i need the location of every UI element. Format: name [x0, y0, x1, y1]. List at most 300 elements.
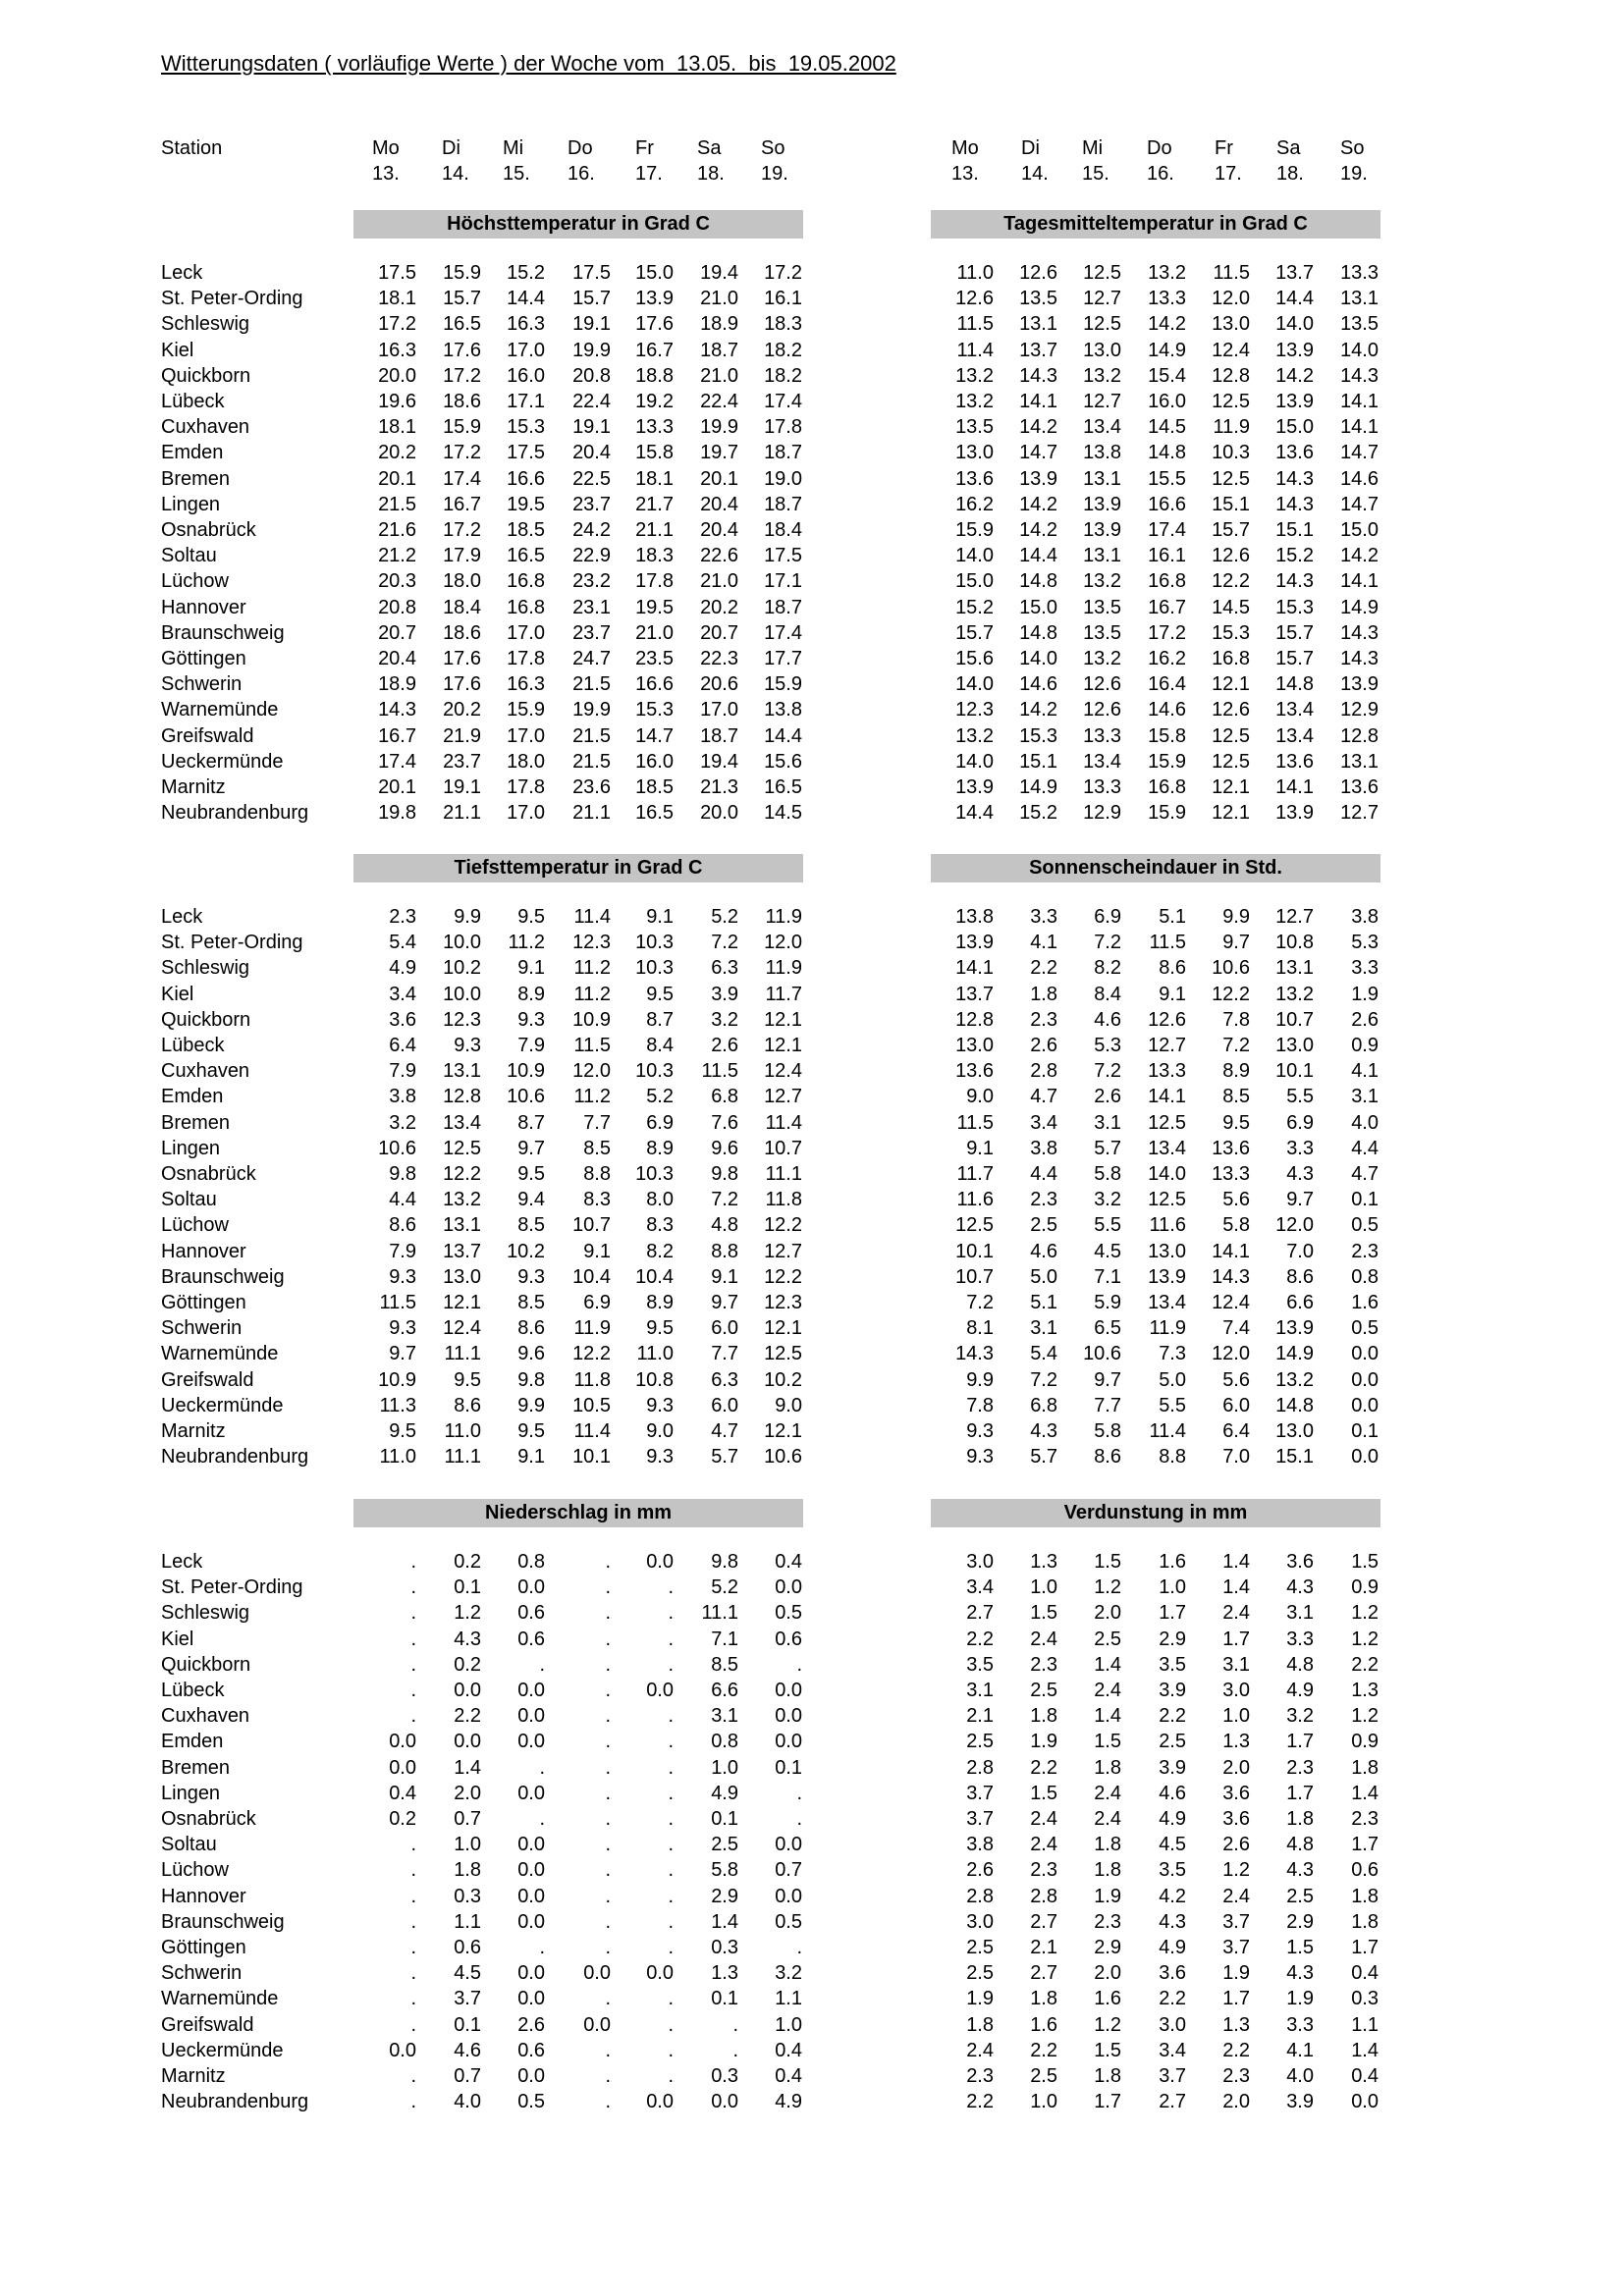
value-cell: 3.7	[1222, 1911, 1250, 1933]
value-cell: 13.9	[1083, 519, 1121, 541]
station-name: Emden	[161, 1086, 224, 1107]
value-cell: 17.5	[764, 545, 802, 566]
value-cell: 0.0	[517, 1988, 545, 2009]
value-cell: 14.2	[1019, 494, 1057, 515]
value-cell: 22.5	[572, 468, 611, 490]
value-cell: 1.8	[1094, 1757, 1121, 1779]
value-cell: 0.5	[1351, 1214, 1379, 1236]
value-cell: 0.2	[389, 1808, 416, 1830]
value-cell: 20.6	[700, 673, 738, 695]
value-cell: 3.1	[1351, 1086, 1379, 1107]
value-cell: 12.6	[1083, 699, 1121, 721]
value-cell: 11.5	[956, 1112, 994, 1134]
value-cell: 18.1	[378, 416, 416, 438]
value-cell: 2.2	[1222, 2040, 1250, 2061]
station-name: Osnabrück	[161, 1808, 256, 1830]
station-name: St. Peter-Ording	[161, 932, 303, 953]
station-name: Warnemünde	[161, 1988, 279, 2009]
value-cell: .	[539, 1808, 545, 1830]
date-header: 16.	[1147, 163, 1174, 185]
value-cell: 9.8	[389, 1163, 416, 1185]
value-cell: 15.2	[1019, 802, 1057, 824]
value-cell: 13.6	[1275, 751, 1314, 773]
value-cell: 14.0	[1019, 648, 1057, 669]
value-cell: 14.5	[1212, 597, 1250, 618]
value-cell: 0.6	[517, 2040, 545, 2061]
value-cell: 15.3	[507, 416, 545, 438]
value-cell: 1.7	[1351, 1834, 1379, 1855]
value-cell: 18.1	[635, 468, 674, 490]
value-cell: 7.2	[1094, 932, 1121, 953]
value-cell: 9.5	[646, 1317, 674, 1339]
station-name: Göttingen	[161, 1292, 246, 1313]
value-cell: 0.0	[711, 2091, 738, 2112]
value-cell: 19.6	[378, 391, 416, 412]
value-cell: 14.1	[1340, 391, 1379, 412]
value-cell: 16.5	[635, 802, 674, 824]
value-cell: 8.6	[389, 1214, 416, 1236]
station-name: Soltau	[161, 545, 217, 566]
value-cell: 1.7	[1286, 1731, 1314, 1752]
value-cell: 11.5	[379, 1292, 416, 1313]
value-cell: .	[796, 1808, 802, 1830]
station-name: Hannover	[161, 1886, 246, 1907]
value-cell: 10.5	[572, 1395, 611, 1416]
station-name: Schwerin	[161, 1962, 243, 1984]
value-cell: 14.3	[955, 1343, 994, 1364]
value-cell: 18.2	[764, 340, 802, 361]
value-cell: 16.1	[764, 288, 802, 309]
value-cell: 5.4	[389, 932, 416, 953]
value-cell: 2.6	[966, 1859, 994, 1881]
value-cell: .	[605, 2040, 611, 2061]
value-cell: 13.2	[1148, 262, 1186, 284]
value-cell: 20.0	[700, 802, 738, 824]
value-cell: 1.8	[1351, 1757, 1379, 1779]
station-name: Ueckermünde	[161, 751, 284, 773]
value-cell: 2.3	[389, 906, 416, 928]
value-cell: .	[410, 1576, 416, 1598]
value-cell: 11.1	[444, 1446, 481, 1468]
value-cell: 21.1	[572, 802, 611, 824]
value-cell: 20.2	[443, 699, 481, 721]
value-cell: 9.7	[711, 1292, 738, 1313]
value-cell: 14.8	[1275, 673, 1314, 695]
value-cell: .	[605, 1731, 611, 1752]
value-cell: 20.1	[378, 776, 416, 798]
value-cell: 10.6	[1212, 957, 1250, 979]
value-cell: 0.1	[1351, 1189, 1379, 1210]
value-cell: 9.9	[1222, 906, 1250, 928]
value-cell: 4.9	[389, 957, 416, 979]
day-header: Fr	[1215, 137, 1233, 159]
value-cell: 14.9	[1275, 1343, 1314, 1364]
value-cell: 9.5	[646, 984, 674, 1005]
value-cell: 16.8	[507, 570, 545, 592]
value-cell: 3.3	[1351, 957, 1379, 979]
value-cell: 13.7	[955, 984, 994, 1005]
value-cell: 0.0	[389, 1757, 416, 1779]
value-cell: 1.1	[454, 1911, 481, 1933]
station-name: Osnabrück	[161, 519, 256, 541]
value-cell: 14.2	[1148, 313, 1186, 335]
value-cell: 17.4	[443, 468, 481, 490]
value-cell: 4.9	[775, 2091, 802, 2112]
value-cell: 1.8	[1351, 1886, 1379, 1907]
station-name: St. Peter-Ording	[161, 288, 303, 309]
value-cell: 9.6	[711, 1138, 738, 1159]
value-cell: 16.5	[507, 545, 545, 566]
value-cell: 0.0	[517, 1911, 545, 1933]
value-cell: 12.5	[1083, 262, 1121, 284]
value-cell: 1.9	[1094, 1886, 1121, 1907]
value-cell: 15.9	[443, 416, 481, 438]
value-cell: 8.4	[646, 1035, 674, 1056]
value-cell: 0.0	[775, 1680, 802, 1701]
value-cell: 15.0	[1019, 597, 1057, 618]
value-cell: 1.1	[1351, 2014, 1379, 2036]
value-cell: 12.0	[572, 1060, 611, 1082]
value-cell: 11.5	[701, 1060, 738, 1082]
value-cell: 5.2	[711, 906, 738, 928]
value-cell: 13.6	[1275, 442, 1314, 463]
value-cell: .	[605, 1911, 611, 1933]
value-cell: 11.4	[573, 1420, 611, 1442]
value-cell: 0.3	[1351, 1988, 1379, 2009]
value-cell: .	[410, 1834, 416, 1855]
value-cell: 0.6	[454, 1937, 481, 1958]
value-cell: 5.0	[1030, 1266, 1057, 1288]
value-cell: 8.3	[583, 1189, 611, 1210]
value-cell: 11.7	[765, 984, 802, 1005]
value-cell: 3.7	[1159, 2065, 1186, 2087]
value-cell: 1.4	[1222, 1576, 1250, 1598]
value-cell: 23.7	[572, 622, 611, 644]
value-cell: 5.7	[1094, 1138, 1121, 1159]
value-cell: 13.9	[1275, 802, 1314, 824]
value-cell: 12.0	[1212, 288, 1250, 309]
value-cell: 1.2	[1351, 1602, 1379, 1624]
value-cell: 9.5	[389, 1420, 416, 1442]
value-cell: 14.2	[1275, 365, 1314, 387]
value-cell: 13.3	[1083, 776, 1121, 798]
value-cell: 3.1	[1030, 1317, 1057, 1339]
station-name: Lingen	[161, 1138, 221, 1159]
value-cell: 5.1	[1030, 1292, 1057, 1313]
station-name: Greifswald	[161, 2014, 254, 2036]
value-cell: 12.3	[955, 699, 994, 721]
station-name: Schleswig	[161, 957, 250, 979]
value-cell: 13.8	[1083, 442, 1121, 463]
value-cell: 2.6	[1222, 1834, 1250, 1855]
value-cell: 0.0	[517, 1834, 545, 1855]
value-cell: 14.2	[1340, 545, 1379, 566]
value-cell: 0.0	[775, 1834, 802, 1855]
value-cell: 4.2	[1159, 1886, 1186, 1907]
value-cell: 0.7	[775, 1859, 802, 1881]
value-cell: 1.8	[1030, 1705, 1057, 1727]
value-cell: 18.1	[378, 288, 416, 309]
value-cell: 2.4	[1094, 1783, 1121, 1804]
value-cell: .	[668, 1757, 674, 1779]
value-cell: 1.8	[1094, 2065, 1121, 2087]
value-cell: 5.3	[1351, 932, 1379, 953]
value-cell: 1.6	[1030, 2014, 1057, 2036]
value-cell: 22.4	[572, 391, 611, 412]
value-cell: 17.2	[443, 442, 481, 463]
value-cell: 4.6	[1030, 1241, 1057, 1262]
value-cell: 9.3	[389, 1317, 416, 1339]
value-cell: 12.0	[1212, 1343, 1250, 1364]
section-header: Tiefsttemperatur in Grad C	[353, 854, 803, 882]
value-cell: 10.7	[1275, 1009, 1314, 1031]
value-cell: 18.8	[635, 365, 674, 387]
value-cell: 0.0	[775, 1886, 802, 1907]
value-cell: 12.5	[1212, 391, 1250, 412]
value-cell: 20.4	[700, 519, 738, 541]
value-cell: 10.9	[378, 1369, 416, 1391]
value-cell: 14.8	[1275, 1395, 1314, 1416]
value-cell: 14.0	[955, 673, 994, 695]
value-cell: 2.5	[1030, 1214, 1057, 1236]
value-cell: 1.0	[711, 1757, 738, 1779]
station-name: Marnitz	[161, 2065, 226, 2087]
value-cell: 14.3	[1340, 622, 1379, 644]
value-cell: 2.2	[966, 2091, 994, 2112]
day-header: Di	[1021, 137, 1040, 159]
value-cell: 0.0	[646, 1962, 674, 1984]
value-cell: 0.3	[711, 1937, 738, 1958]
value-cell: 14.0	[955, 545, 994, 566]
value-cell: 13.6	[1340, 776, 1379, 798]
value-cell: 3.4	[1030, 1112, 1057, 1134]
value-cell: 4.1	[1351, 1060, 1379, 1082]
value-cell: 13.2	[1083, 365, 1121, 387]
value-cell: 21.5	[572, 725, 611, 747]
value-cell: 10.3	[635, 1060, 674, 1082]
value-cell: 7.4	[1222, 1317, 1250, 1339]
value-cell: 13.0	[1212, 313, 1250, 335]
value-cell: 1.3	[1222, 1731, 1250, 1752]
value-cell: .	[410, 1602, 416, 1624]
value-cell: 13.9	[1083, 494, 1121, 515]
value-cell: 11.8	[573, 1369, 611, 1391]
value-cell: 2.1	[1030, 1937, 1057, 1958]
value-cell: 3.6	[1222, 1783, 1250, 1804]
value-cell: 1.0	[454, 1834, 481, 1855]
value-cell: 9.3	[966, 1420, 994, 1442]
value-cell: 3.5	[1159, 1654, 1186, 1676]
station-name: Schleswig	[161, 1602, 250, 1624]
value-cell: 0.0	[583, 2014, 611, 2036]
value-cell: 14.1	[1340, 570, 1379, 592]
value-cell: 13.2	[955, 391, 994, 412]
value-cell: 2.7	[1030, 1911, 1057, 1933]
value-cell: 15.9	[1148, 751, 1186, 773]
value-cell: 0.3	[454, 1886, 481, 1907]
value-cell: 2.4	[966, 2040, 994, 2061]
value-cell: 9.5	[517, 1163, 545, 1185]
value-cell: 12.1	[764, 1317, 802, 1339]
value-cell: 1.5	[1286, 1937, 1314, 1958]
value-cell: 2.3	[1030, 1009, 1057, 1031]
value-cell: 8.7	[646, 1009, 674, 1031]
value-cell: 1.8	[1030, 984, 1057, 1005]
value-cell: 15.1	[1275, 1446, 1314, 1468]
value-cell: 17.2	[378, 313, 416, 335]
value-cell: 10.3	[1212, 442, 1250, 463]
value-cell: .	[605, 1602, 611, 1624]
value-cell: 4.7	[1030, 1086, 1057, 1107]
day-header: Sa	[1276, 137, 1301, 159]
value-cell: 11.5	[1213, 262, 1250, 284]
value-cell: 8.5	[583, 1138, 611, 1159]
value-cell: 4.1	[1286, 2040, 1314, 2061]
value-cell: 2.2	[966, 1629, 994, 1650]
value-cell: 1.0	[1030, 2091, 1057, 2112]
value-cell: 12.6	[955, 288, 994, 309]
value-cell: .	[668, 1988, 674, 2009]
value-cell: 16.8	[507, 597, 545, 618]
value-cell: 14.1	[1019, 391, 1057, 412]
value-cell: 0.5	[775, 1602, 802, 1624]
value-cell: 15.6	[955, 648, 994, 669]
value-cell: 13.8	[955, 906, 994, 928]
value-cell: 16.7	[443, 494, 481, 515]
value-cell: 12.5	[1083, 313, 1121, 335]
value-cell: 15.0	[955, 570, 994, 592]
value-cell: 14.1	[1340, 416, 1379, 438]
value-cell: 8.6	[1094, 1446, 1121, 1468]
station-name: Marnitz	[161, 776, 226, 798]
station-name: Leck	[161, 1551, 203, 1573]
value-cell: 17.6	[443, 648, 481, 669]
value-cell: 1.8	[1094, 1859, 1121, 1881]
station-name: Leck	[161, 262, 203, 284]
date-header: 17.	[1215, 163, 1242, 185]
value-cell: 9.6	[517, 1343, 545, 1364]
value-cell: 9.1	[583, 1241, 611, 1262]
value-cell: 19.1	[572, 313, 611, 335]
value-cell: 0.0	[517, 1859, 545, 1881]
value-cell: .	[605, 1705, 611, 1727]
value-cell: 5.3	[1094, 1035, 1121, 1056]
value-cell: .	[668, 1859, 674, 1881]
value-cell: 7.1	[1094, 1266, 1121, 1288]
value-cell: 20.4	[700, 494, 738, 515]
value-cell: 11.4	[765, 1112, 802, 1134]
station-name: Warnemünde	[161, 1343, 279, 1364]
value-cell: 17.7	[764, 648, 802, 669]
station-name: Cuxhaven	[161, 1705, 250, 1727]
value-cell: 10.3	[635, 932, 674, 953]
station-name: Lüchow	[161, 1859, 229, 1881]
value-cell: 7.8	[966, 1395, 994, 1416]
date-header: 18.	[1276, 163, 1304, 185]
value-cell: 18.4	[443, 597, 481, 618]
value-cell: 7.2	[711, 1189, 738, 1210]
value-cell: .	[410, 1886, 416, 1907]
value-cell: 4.0	[1286, 2065, 1314, 2087]
value-cell: 3.2	[1286, 1705, 1314, 1727]
value-cell: 2.2	[1030, 957, 1057, 979]
value-cell: 16.2	[1148, 648, 1186, 669]
date-header: 15.	[503, 163, 530, 185]
value-cell: 13.3	[1083, 725, 1121, 747]
value-cell: 10.1	[1275, 1060, 1314, 1082]
value-cell: 16.3	[507, 673, 545, 695]
value-cell: 15.4	[1148, 365, 1186, 387]
value-cell: 14.0	[1340, 340, 1379, 361]
value-cell: .	[605, 1808, 611, 1830]
value-cell: 17.4	[1148, 519, 1186, 541]
station-name: Kiel	[161, 984, 194, 1005]
value-cell: 13.9	[955, 932, 994, 953]
value-cell: 7.7	[711, 1343, 738, 1364]
value-cell: 0.0	[775, 1705, 802, 1727]
value-cell: 6.5	[1094, 1317, 1121, 1339]
value-cell: 19.2	[635, 391, 674, 412]
value-cell: 12.3	[572, 932, 611, 953]
value-cell: 12.4	[764, 1060, 802, 1082]
value-cell: 1.7	[1351, 1937, 1379, 1958]
value-cell: 11.1	[765, 1163, 802, 1185]
value-cell: 2.3	[1030, 1859, 1057, 1881]
value-cell: 13.1	[1019, 313, 1057, 335]
value-cell: 10.6	[378, 1138, 416, 1159]
value-cell: 0.1	[1351, 1420, 1379, 1442]
value-cell: 8.2	[646, 1241, 674, 1262]
value-cell: 2.5	[1094, 1629, 1121, 1650]
value-cell: 6.3	[711, 957, 738, 979]
value-cell: 2.9	[711, 1886, 738, 1907]
value-cell: 12.7	[1148, 1035, 1186, 1056]
value-cell: 9.5	[1222, 1112, 1250, 1134]
value-cell: 10.6	[507, 1086, 545, 1107]
value-cell: 1.5	[1094, 2040, 1121, 2061]
value-cell: 2.4	[1222, 1602, 1250, 1624]
value-cell: 17.8	[507, 648, 545, 669]
value-cell: 7.2	[1222, 1035, 1250, 1056]
value-cell: 21.6	[378, 519, 416, 541]
value-cell: 15.7	[1275, 622, 1314, 644]
value-cell: 4.6	[454, 2040, 481, 2061]
value-cell: 1.0	[775, 2014, 802, 2036]
value-cell: 1.4	[1094, 1654, 1121, 1676]
value-cell: 17.2	[1148, 622, 1186, 644]
value-cell: 13.2	[1083, 570, 1121, 592]
value-cell: .	[410, 1629, 416, 1650]
value-cell: 10.7	[764, 1138, 802, 1159]
value-cell: 10.1	[572, 1446, 611, 1468]
value-cell: 13.5	[1083, 622, 1121, 644]
value-cell: 11.2	[573, 957, 611, 979]
value-cell: 14.0	[1275, 313, 1314, 335]
value-cell: 2.2	[1351, 1654, 1379, 1676]
value-cell: 8.8	[711, 1241, 738, 1262]
value-cell: 4.7	[1351, 1163, 1379, 1185]
value-cell: 14.3	[378, 699, 416, 721]
value-cell: 16.8	[1148, 776, 1186, 798]
value-cell: 8.5	[1222, 1086, 1250, 1107]
value-cell: 22.9	[572, 545, 611, 566]
value-cell: 18.7	[764, 442, 802, 463]
value-cell: 3.8	[966, 1834, 994, 1855]
station-name: Lüchow	[161, 570, 229, 592]
value-cell: 3.4	[389, 984, 416, 1005]
value-cell: 3.3	[1286, 1138, 1314, 1159]
value-cell: 0.0	[1351, 1369, 1379, 1391]
